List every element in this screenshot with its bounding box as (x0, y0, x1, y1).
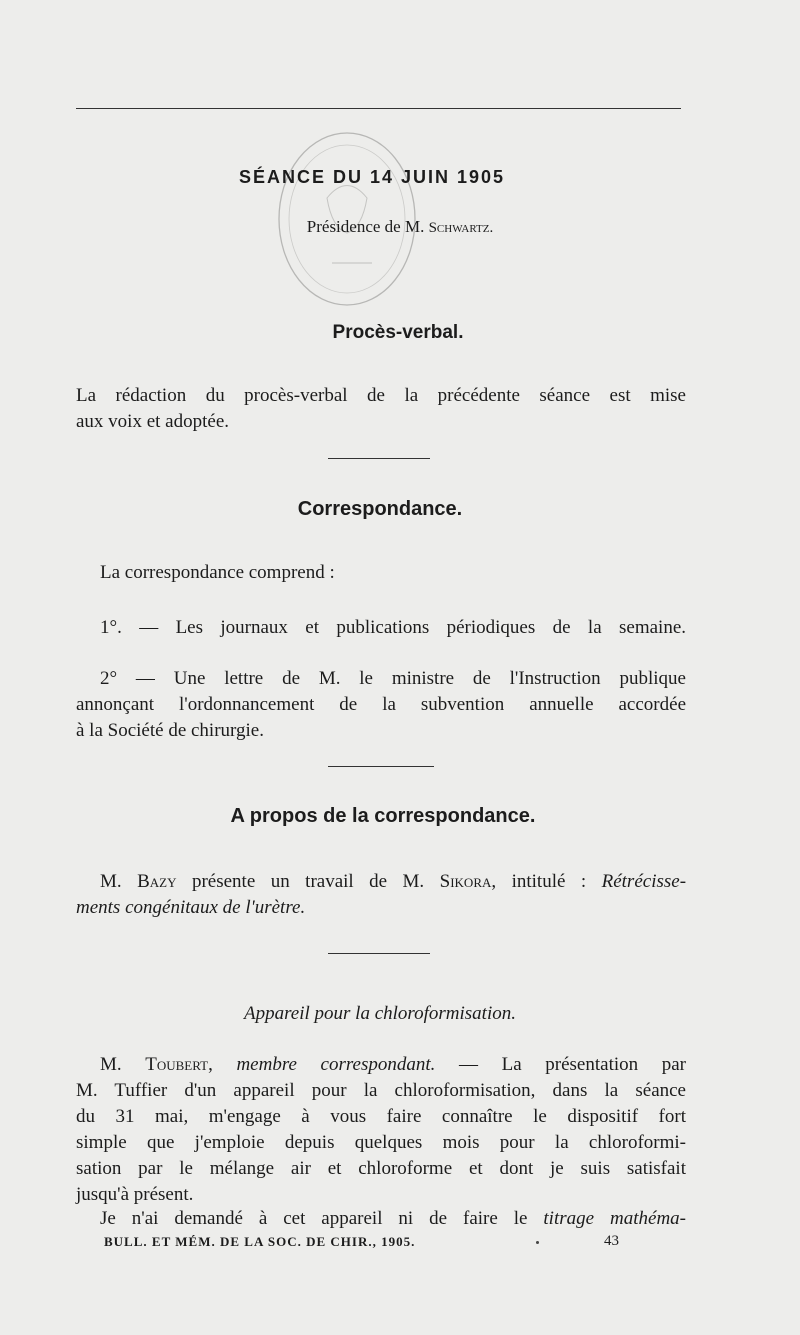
text-fragment: , intitulé : (491, 871, 602, 892)
section-heading-correspondance: Correspondance. (297, 498, 463, 520)
footer-dot (536, 1241, 539, 1244)
text-fragment: M. (100, 871, 138, 892)
page-number: 43 (604, 1233, 619, 1249)
text-fragment: — La présentation par (435, 1054, 686, 1075)
proces-text-line2: aux voix et adoptée. (76, 411, 230, 432)
presidence-prefix: Présidence de M. (306, 217, 425, 236)
section-divider (328, 458, 430, 459)
correspondance-intro: La correspondance comprend : (100, 562, 335, 583)
section-divider (328, 953, 430, 954)
text-fragment: Je n'ai demandé à cet appareil ni de faire le (100, 1208, 544, 1229)
toubert-paragraph-line3: du 31 mai, m'engage à vous faire connaître le dispositif fort (76, 1106, 686, 1127)
text-fragment: M. (100, 1054, 146, 1075)
correspondance-item-2-line2: annonçant l'ordonnancement de la subvention annuelle accordée (76, 694, 686, 715)
footer-journal: BULL. ET MÉM. DE LA SOC. DE CHIR., 1905. (104, 1234, 416, 1249)
presidence-line (0, 217, 800, 237)
bazy-paragraph-line1 (100, 869, 686, 896)
section-heading-proces-verbal: Procès-verbal. (332, 322, 464, 343)
text-fragment: présente un travail de M. (176, 871, 440, 892)
author-name: Bazy (137, 871, 177, 892)
last-paragraph-line (100, 1206, 686, 1233)
section-heading-apropos: A propos de la correspondance. (230, 805, 536, 827)
toubert-paragraph-line6: jusqu'à présent. (76, 1184, 194, 1205)
bazy-paragraph-line2: ments congénitaux de l'urètre. (76, 897, 306, 918)
correspondance-item-2-line1: 2° — Une lettre de M. le ministre de l'Instruction publique (100, 668, 686, 689)
toubert-paragraph-line5: sation par le mélange air et chloroforme et dont je suis satisfait (76, 1158, 686, 1179)
toubert-paragraph-line4: simple que j'emploie depuis quelques mois pour la chloroformi- (76, 1132, 686, 1153)
author-role: membre correspondant. (236, 1054, 436, 1075)
correspondance-item-1: 1°. — Les journaux et publications périodiques de la semaine. (100, 617, 686, 638)
top-rule (76, 108, 681, 109)
section-divider (328, 766, 434, 767)
presidence-name: Schwartz. (428, 220, 494, 236)
toubert-paragraph-line1: M. Toubert, membre correspondant. — La présentation par (100, 1054, 686, 1075)
work-title: Rétrécisse- (601, 871, 687, 892)
correspondance-item-2-line3: à la Société de chirurgie. (76, 720, 264, 741)
italic-fragment: titrage mathéma- (543, 1208, 686, 1229)
seance-title: SÉANCE DU 14 JUIN 1905 (238, 167, 506, 187)
section-heading-appareil: Appareil pour la chloroformisation. (244, 1003, 516, 1024)
author-name: Toubert (145, 1054, 209, 1075)
proces-text-line1: La rédaction du procès-verbal de la précédente séance est mise (76, 385, 686, 406)
toubert-paragraph-line2: M. Tuffier d'un appareil pour la chloroformisation, dans la séance (76, 1080, 686, 1101)
author-name: Sikora (439, 871, 492, 892)
